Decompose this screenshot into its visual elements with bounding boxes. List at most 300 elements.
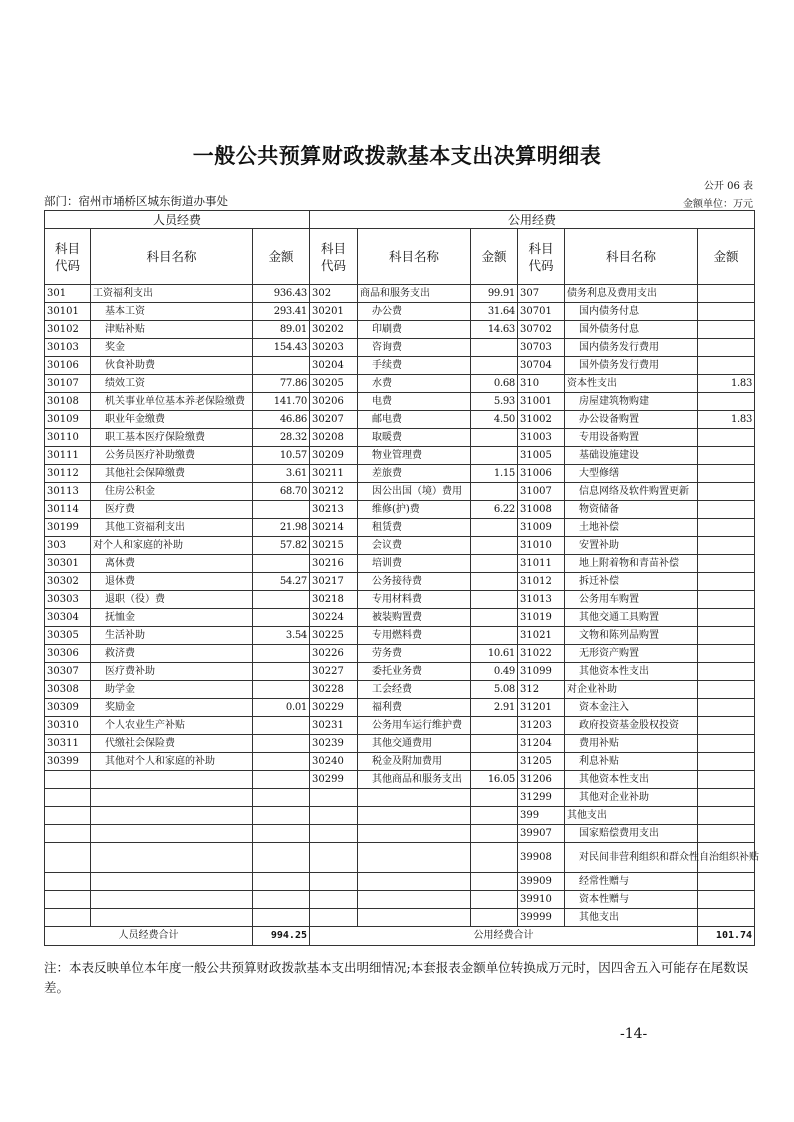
personnel-amount — [253, 501, 310, 519]
goods-services-name: 会议费 — [358, 537, 471, 555]
goods-services-code — [310, 825, 358, 843]
personnel-total-label: 人员经费合计 — [45, 927, 253, 946]
header-code-label: 科目 代码 — [54, 240, 80, 273]
personnel-name: 离休费 — [91, 555, 253, 573]
other-code: 39909 — [518, 873, 565, 891]
other-code: 310 — [518, 375, 565, 393]
column-header-row — [45, 229, 755, 285]
goods-services-name: 维修(护)费 — [358, 501, 471, 519]
personnel-amount — [253, 681, 310, 699]
personnel-amount: 10.57 — [253, 447, 310, 465]
goods-services-code — [310, 891, 358, 909]
goods-services-amount: 0.49 — [471, 663, 518, 681]
goods-services-amount — [471, 825, 518, 843]
personnel-code: 30399 — [45, 753, 91, 771]
other-amount — [698, 609, 755, 627]
header-name: 科目名称 — [358, 229, 471, 285]
other-name: 费用补贴 — [565, 735, 698, 753]
other-code: 30703 — [518, 339, 565, 357]
other-code: 31009 — [518, 519, 565, 537]
goods-services-amount — [471, 735, 518, 753]
personnel-code: 30305 — [45, 627, 91, 645]
table-row — [45, 909, 755, 927]
goods-services-name: 福利费 — [358, 699, 471, 717]
other-amount — [698, 627, 755, 645]
table-row — [45, 627, 755, 645]
personnel-name: 伙食补助费 — [91, 357, 253, 375]
goods-services-code: 30206 — [310, 393, 358, 411]
table-row — [45, 339, 755, 357]
table-row — [45, 285, 755, 303]
other-code: 39999 — [518, 909, 565, 927]
goods-services-name: 水费 — [358, 375, 471, 393]
personnel-amount — [253, 825, 310, 843]
other-code: 31008 — [518, 501, 565, 519]
header-amount: 金额 — [698, 229, 755, 285]
other-amount — [698, 465, 755, 483]
other-name: 国内债务发行费用 — [565, 339, 698, 357]
personnel-name: 绩效工资 — [91, 375, 253, 393]
goods-services-amount — [471, 573, 518, 591]
goods-services-name — [358, 807, 471, 825]
table-row — [45, 393, 755, 411]
goods-services-amount — [471, 807, 518, 825]
form-number: 公开 06 表 — [703, 181, 753, 192]
goods-services-name — [358, 873, 471, 891]
goods-services-code: 30209 — [310, 447, 358, 465]
other-name: 文物和陈列品购置 — [565, 627, 698, 645]
other-name: 其他资本性支出 — [565, 771, 698, 789]
totals-row — [45, 927, 755, 946]
table-row — [45, 681, 755, 699]
personnel-name: 奖励金 — [91, 699, 253, 717]
goods-services-name: 差旅费 — [358, 465, 471, 483]
personnel-code — [45, 825, 91, 843]
other-name: 安置补助 — [565, 537, 698, 555]
goods-services-name: 物业管理费 — [358, 447, 471, 465]
header-amount: 金额 — [253, 229, 310, 285]
goods-services-amount — [471, 843, 518, 873]
other-name: 资本性支出 — [565, 375, 698, 393]
goods-services-amount — [471, 753, 518, 771]
table-row — [45, 357, 755, 375]
personnel-code: 30103 — [45, 339, 91, 357]
other-amount — [698, 393, 755, 411]
public-total-label: 公用经费合计 — [310, 927, 698, 946]
personnel-name: 奖金 — [91, 339, 253, 357]
personnel-name: 职业年金缴费 — [91, 411, 253, 429]
goods-services-code: 30240 — [310, 753, 358, 771]
other-amount — [698, 891, 755, 909]
personnel-amount: 57.82 — [253, 537, 310, 555]
table-row — [45, 483, 755, 501]
personnel-amount — [253, 771, 310, 789]
personnel-code — [45, 807, 91, 825]
personnel-name: 代缴社会保险费 — [91, 735, 253, 753]
personnel-name — [91, 771, 253, 789]
goods-services-amount: 5.93 — [471, 393, 518, 411]
goods-services-code: 30207 — [310, 411, 358, 429]
other-amount — [698, 483, 755, 501]
personnel-amount: 936.43 — [253, 285, 310, 303]
other-amount — [698, 807, 755, 825]
goods-services-amount — [471, 609, 518, 627]
personnel-amount: 3.54 — [253, 627, 310, 645]
personnel-name: 公务员医疗补助缴费 — [91, 447, 253, 465]
goods-services-code: 30231 — [310, 717, 358, 735]
other-code: 39910 — [518, 891, 565, 909]
personnel-name: 其他工资福利支出 — [91, 519, 253, 537]
other-name: 政府投资基金股权投资 — [565, 717, 698, 735]
other-name: 资本性赠与 — [565, 891, 698, 909]
personnel-name: 救济费 — [91, 645, 253, 663]
goods-services-name: 印刷费 — [358, 321, 471, 339]
other-code: 31001 — [518, 393, 565, 411]
goods-services-name: 咨询费 — [358, 339, 471, 357]
personnel-name: 工资福利支出 — [91, 285, 253, 303]
other-amount — [698, 285, 755, 303]
goods-services-code: 30228 — [310, 681, 358, 699]
other-name: 其他支出 — [565, 909, 698, 927]
other-amount — [698, 909, 755, 927]
goods-services-code: 30204 — [310, 357, 358, 375]
other-amount — [698, 681, 755, 699]
table-row — [45, 873, 755, 891]
personnel-amount — [253, 609, 310, 627]
personnel-name: 生活补助 — [91, 627, 253, 645]
other-name: 对民间非营利组织和群众性自治组织补贴 — [565, 843, 698, 873]
other-amount — [698, 591, 755, 609]
other-code: 31002 — [518, 411, 565, 429]
personnel-amount — [253, 357, 310, 375]
personnel-name: 其他社会保障缴费 — [91, 465, 253, 483]
other-name: 办公设备购置 — [565, 411, 698, 429]
other-name: 国外债务付息 — [565, 321, 698, 339]
personnel-name: 基本工资 — [91, 303, 253, 321]
personnel-amount — [253, 663, 310, 681]
personnel-code — [45, 891, 91, 909]
personnel-code: 30112 — [45, 465, 91, 483]
other-code: 31203 — [518, 717, 565, 735]
other-name: 无形资产购置 — [565, 645, 698, 663]
goods-services-name: 因公出国（境）费用 — [358, 483, 471, 501]
personnel-amount — [253, 807, 310, 825]
personnel-code: 30107 — [45, 375, 91, 393]
goods-services-code — [310, 909, 358, 927]
other-code: 31299 — [518, 789, 565, 807]
personnel-total-amount: 994.25 — [253, 927, 310, 946]
goods-services-name: 商品和服务支出 — [358, 285, 471, 303]
goods-services-amount: 10.61 — [471, 645, 518, 663]
table-row — [45, 303, 755, 321]
personnel-code: 30309 — [45, 699, 91, 717]
goods-services-code: 30229 — [310, 699, 358, 717]
personnel-amount — [253, 735, 310, 753]
personnel-code: 30101 — [45, 303, 91, 321]
other-code: 31006 — [518, 465, 565, 483]
other-amount: 1.83 — [698, 375, 755, 393]
table-row — [45, 501, 755, 519]
personnel-amount — [253, 555, 310, 573]
table-row — [45, 699, 755, 717]
table-row — [45, 663, 755, 681]
personnel-name: 津贴补贴 — [91, 321, 253, 339]
goods-services-name: 电费 — [358, 393, 471, 411]
table-row — [45, 555, 755, 573]
personnel-name — [91, 909, 253, 927]
personnel-name — [91, 873, 253, 891]
table-row — [45, 771, 755, 789]
goods-services-name — [358, 789, 471, 807]
personnel-amount: 89.01 — [253, 321, 310, 339]
goods-services-name: 取暖费 — [358, 429, 471, 447]
personnel-code: 30106 — [45, 357, 91, 375]
other-code: 39907 — [518, 825, 565, 843]
goods-services-amount — [471, 357, 518, 375]
amount-unit-label: 金额单位：万元 — [683, 199, 753, 210]
public-total-amount: 101.74 — [698, 927, 755, 946]
personnel-name — [91, 789, 253, 807]
other-amount — [698, 789, 755, 807]
other-amount — [698, 717, 755, 735]
goods-services-code: 30225 — [310, 627, 358, 645]
table-row — [45, 519, 755, 537]
personnel-amount — [253, 645, 310, 663]
personnel-code: 30108 — [45, 393, 91, 411]
other-amount — [698, 825, 755, 843]
goods-services-code: 30226 — [310, 645, 358, 663]
table-row — [45, 411, 755, 429]
other-amount — [698, 339, 755, 357]
table-row — [45, 825, 755, 843]
goods-services-code: 30208 — [310, 429, 358, 447]
other-code: 31003 — [518, 429, 565, 447]
other-code: 31007 — [518, 483, 565, 501]
goods-services-name: 专用燃料费 — [358, 627, 471, 645]
other-amount — [698, 519, 755, 537]
table-row — [45, 807, 755, 825]
goods-services-code: 30217 — [310, 573, 358, 591]
personnel-amount — [253, 891, 310, 909]
other-name: 公务用车购置 — [565, 591, 698, 609]
table-row — [45, 447, 755, 465]
goods-services-code: 30201 — [310, 303, 358, 321]
goods-services-amount: 99.91 — [471, 285, 518, 303]
other-amount — [698, 501, 755, 519]
personnel-code: 30307 — [45, 663, 91, 681]
goods-services-code: 30203 — [310, 339, 358, 357]
personnel-amount: 46.86 — [253, 411, 310, 429]
personnel-amount — [253, 789, 310, 807]
other-name: 其他支出 — [565, 807, 698, 825]
goods-services-code — [310, 807, 358, 825]
other-code: 31019 — [518, 609, 565, 627]
goods-services-amount — [471, 519, 518, 537]
goods-services-amount — [471, 447, 518, 465]
personnel-name: 退休费 — [91, 573, 253, 591]
table-row — [45, 645, 755, 663]
other-amount — [698, 429, 755, 447]
goods-services-amount — [471, 789, 518, 807]
personnel-code: 30311 — [45, 735, 91, 753]
personnel-amount: 28.32 — [253, 429, 310, 447]
other-amount — [698, 735, 755, 753]
personnel-code: 30199 — [45, 519, 91, 537]
goods-services-name — [358, 843, 471, 873]
goods-services-name: 租赁费 — [358, 519, 471, 537]
other-code: 31022 — [518, 645, 565, 663]
other-amount — [698, 873, 755, 891]
other-name: 其他交通工具购置 — [565, 609, 698, 627]
header-amount: 金额 — [471, 229, 518, 285]
table-row — [45, 717, 755, 735]
goods-services-code: 302 — [310, 285, 358, 303]
personnel-code: 301 — [45, 285, 91, 303]
other-name: 经常性赠与 — [565, 873, 698, 891]
table-row — [45, 537, 755, 555]
goods-services-amount: 14.63 — [471, 321, 518, 339]
goods-services-amount: 0.68 — [471, 375, 518, 393]
goods-services-amount — [471, 717, 518, 735]
goods-services-name: 邮电费 — [358, 411, 471, 429]
personnel-name: 医疗费 — [91, 501, 253, 519]
expenditure-table — [44, 210, 759, 946]
other-code: 30704 — [518, 357, 565, 375]
goods-services-code: 30216 — [310, 555, 358, 573]
personnel-code: 30303 — [45, 591, 91, 609]
other-name: 信息网络及软件购置更新 — [565, 483, 698, 501]
goods-services-amount: 31.64 — [471, 303, 518, 321]
goods-services-amount — [471, 537, 518, 555]
personnel-code — [45, 909, 91, 927]
other-name: 房屋建筑物购建 — [565, 393, 698, 411]
other-code: 31013 — [518, 591, 565, 609]
goods-services-name — [358, 909, 471, 927]
footnote: 注：本表反映单位本年度一般公共预算财政拨款基本支出明细情况;本套报表金额单位转换成万元时，因四舍五入可能存在尾数误差。 — [44, 960, 749, 995]
other-amount — [698, 753, 755, 771]
header-code-label: 科目 代码 — [528, 240, 554, 273]
personnel-code: 30306 — [45, 645, 91, 663]
other-code: 399 — [518, 807, 565, 825]
other-name: 物资储备 — [565, 501, 698, 519]
other-amount — [698, 663, 755, 681]
other-name: 大型修缮 — [565, 465, 698, 483]
goods-services-name: 培训费 — [358, 555, 471, 573]
personnel-code: 30110 — [45, 429, 91, 447]
other-name: 资本金注入 — [565, 699, 698, 717]
personnel-code — [45, 771, 91, 789]
goods-services-name: 工会经费 — [358, 681, 471, 699]
personnel-name: 对个人和家庭的补助 — [91, 537, 253, 555]
other-name: 国内债务付息 — [565, 303, 698, 321]
header-code — [518, 229, 565, 285]
goods-services-amount — [471, 339, 518, 357]
goods-services-name — [358, 891, 471, 909]
goods-services-code: 30202 — [310, 321, 358, 339]
personnel-code: 30113 — [45, 483, 91, 501]
personnel-code: 30114 — [45, 501, 91, 519]
goods-services-amount: 5.08 — [471, 681, 518, 699]
other-code: 31011 — [518, 555, 565, 573]
personnel-name — [91, 825, 253, 843]
table-row — [45, 573, 755, 591]
personnel-name: 个人农业生产补贴 — [91, 717, 253, 735]
goods-services-code: 30212 — [310, 483, 358, 501]
personnel-amount — [253, 717, 310, 735]
other-code: 30702 — [518, 321, 565, 339]
personnel-code — [45, 873, 91, 891]
personnel-amount: 141.70 — [253, 393, 310, 411]
other-amount: 1.83 — [698, 411, 755, 429]
goods-services-name: 办公费 — [358, 303, 471, 321]
header-name: 科目名称 — [91, 229, 253, 285]
table-row — [45, 753, 755, 771]
other-name: 地上附着物和青苗补偿 — [565, 555, 698, 573]
other-code: 31012 — [518, 573, 565, 591]
goods-services-code — [310, 873, 358, 891]
other-amount — [698, 555, 755, 573]
other-code: 31099 — [518, 663, 565, 681]
goods-services-amount — [471, 555, 518, 573]
other-code: 31204 — [518, 735, 565, 753]
other-amount — [698, 573, 755, 591]
other-code: 31206 — [518, 771, 565, 789]
goods-services-name: 税金及附加费用 — [358, 753, 471, 771]
other-name: 利息补贴 — [565, 753, 698, 771]
other-code: 312 — [518, 681, 565, 699]
other-amount — [698, 699, 755, 717]
personnel-amount: 77.86 — [253, 375, 310, 393]
goods-services-code — [310, 789, 358, 807]
personnel-name: 职工基本医疗保险缴费 — [91, 429, 253, 447]
other-name: 拆迁补偿 — [565, 573, 698, 591]
other-amount — [698, 303, 755, 321]
goods-services-code: 30205 — [310, 375, 358, 393]
personnel-code: 30301 — [45, 555, 91, 573]
personnel-name: 其他对个人和家庭的补助 — [91, 753, 253, 771]
personnel-code: 30308 — [45, 681, 91, 699]
personnel-code: 30109 — [45, 411, 91, 429]
header-code-label: 科目 代码 — [320, 240, 346, 273]
personnel-name: 机关事业单位基本养老保险缴费 — [91, 393, 253, 411]
personnel-amount: 293.41 — [253, 303, 310, 321]
table-row — [45, 789, 755, 807]
other-name: 国外债务发行费用 — [565, 357, 698, 375]
personnel-amount: 3.61 — [253, 465, 310, 483]
other-code: 31021 — [518, 627, 565, 645]
personnel-name: 助学金 — [91, 681, 253, 699]
other-amount — [698, 321, 755, 339]
goods-services-code: 30211 — [310, 465, 358, 483]
personnel-name: 退职（役）费 — [91, 591, 253, 609]
personnel-code: 30304 — [45, 609, 91, 627]
table-row — [45, 735, 755, 753]
goods-services-amount: 1.15 — [471, 465, 518, 483]
goods-services-amount: 16.05 — [471, 771, 518, 789]
goods-services-code: 30213 — [310, 501, 358, 519]
other-amount — [698, 645, 755, 663]
header-name: 科目名称 — [565, 229, 698, 285]
other-name: 对企业补助 — [565, 681, 698, 699]
other-code: 31201 — [518, 699, 565, 717]
other-name: 其他资本性支出 — [565, 663, 698, 681]
other-amount — [698, 771, 755, 789]
goods-services-name: 手续费 — [358, 357, 471, 375]
goods-services-amount — [471, 483, 518, 501]
page-number: -14- — [620, 1026, 648, 1042]
personnel-code: 303 — [45, 537, 91, 555]
header-code — [45, 229, 91, 285]
